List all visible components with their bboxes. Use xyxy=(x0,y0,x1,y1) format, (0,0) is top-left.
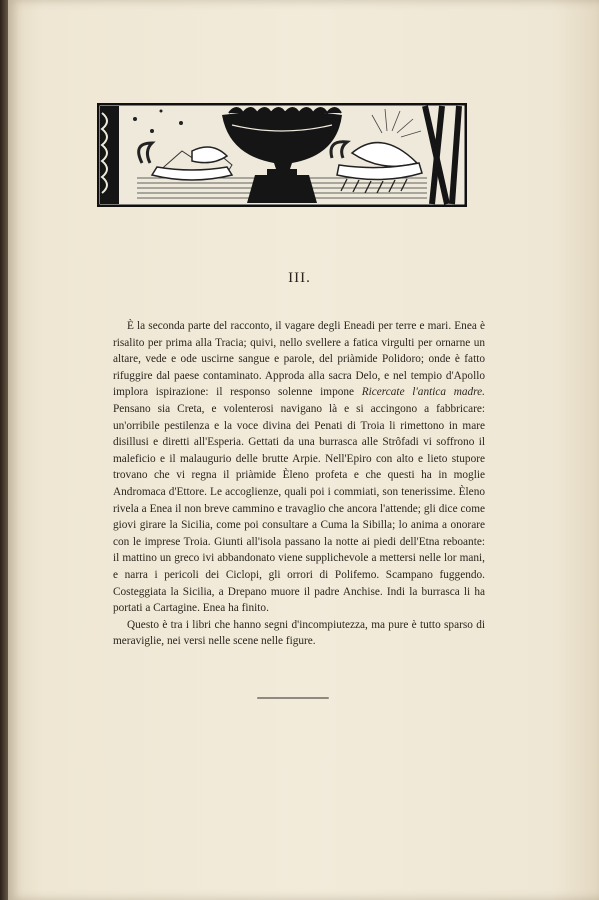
body-text xyxy=(113,318,485,650)
oracle-quote: Ricercate l'antica madre. xyxy=(361,386,485,399)
headpiece-illustration xyxy=(97,103,467,207)
paragraph-1: È la seconda parte del racconto, il vagare degli Eneadi per terre e mari. Enea è risalito per prima alla Tracia; quivi, nello svellere a fatica virgulti per ornarne un altare, vede e ode uscirne sangue e parole, del priàmide Polidoro; onde è fatto rifuggire dal paese contaminato. Approda alla sacra Delo, e nel tempio d'Apollo implora ispirazione: il responso solenne impone Ricercate l'antica madre. Pensano sia Creta, e volenterosi navigano là e si accingono a fabbricare: un'orribile pestilenza e la voce divina dei Penati di Troia li rimettono in mare disillusi e diretti all'Esperia. Gettati da una burrasca alle Strôfadi vi soffrono il maleficio e il malaugurio delle brutte Arpie. Nell'Epiro con alto e lieto stupore trovano che vi regna il priàmide Èleno profeta e che questi ha in moglie Andromaca d'Ettore. Le accoglienze, quali poi i commiati, son tenerissime. Èleno rivela a Enea il non breve cammino e travaglio che ancora l'attende; gli dice come giovi girare la Sicilia, come poi consultare a Cuma la Sibilla; lo anima a onorare con le imprese Troia. Giunti all'isola passano la notte ai piedi dell'Etna reboante: il mattino un greco ivi abbandonato viene supplichevole a mettersi nelle lor mani, e narra i pericoli dei Ciclopi, gli orrori di Polifemo. Scampano fuggendo. Costeggiata la Sicilia, a Drepano muore il padre Anchise. Indi la burrasca li ha portati a Cartagine. Enea ha finito. xyxy=(113,320,485,615)
chapter-heading: III. xyxy=(288,270,311,286)
decorative-headpiece-vignette xyxy=(97,103,467,207)
section-end-rule xyxy=(257,697,329,699)
book-binding-edge xyxy=(0,0,8,900)
paragraph-2: Questo è tra i libri che hanno segni d'incompiutezza, ma pure è tutto sparso di meraviglie, nei versi nelle scene nelle figure. xyxy=(113,618,485,648)
